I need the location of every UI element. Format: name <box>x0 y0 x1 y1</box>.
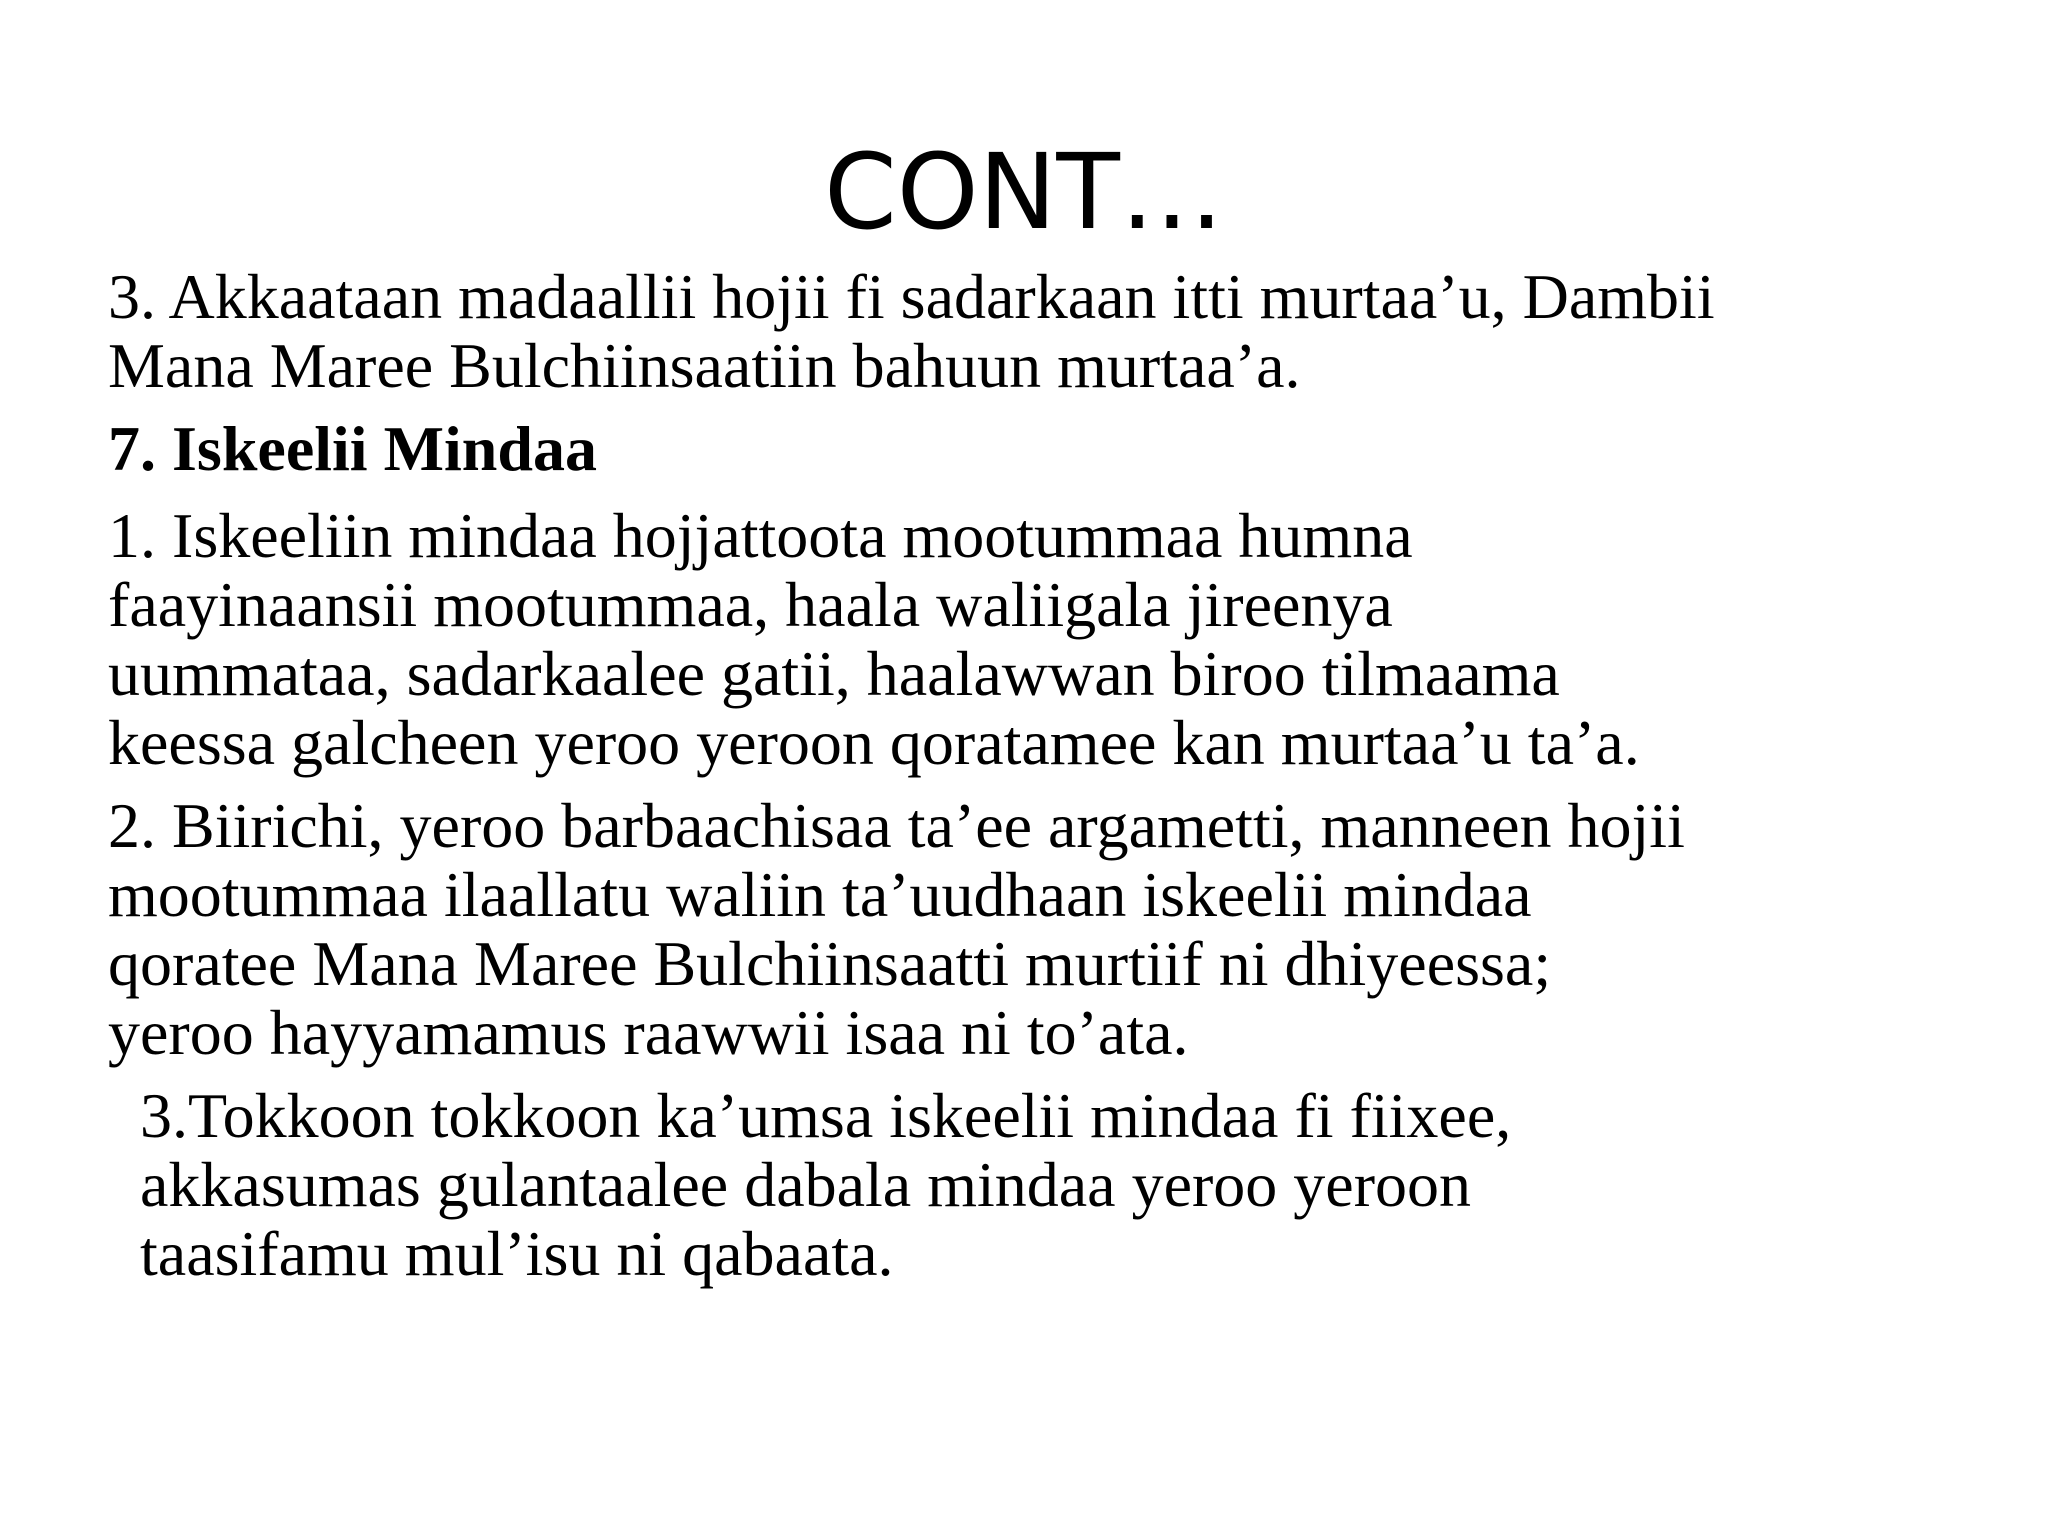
text-line: uummataa, sadarkaalee gatii, haalawwan biroo tilmaama <box>108 638 1560 709</box>
text-line: akkasumas gulantaalee dabala mindaa yeroo yeroon <box>140 1149 1471 1220</box>
paragraph-iskeelii-mindaa-2 <box>108 791 1968 1067</box>
text-line: 3. Akkaataan madaallii hojii fi sadarkaan itti murtaa’u, Dambii <box>108 261 1715 332</box>
slide-title: CONT… <box>824 131 1224 253</box>
text-line: taasifamu mul’isu ni qabaata. <box>140 1218 894 1289</box>
text-line: mootummaa ilaallatu waliin ta’uudhaan iskeelii mindaa <box>108 859 1532 930</box>
section-heading-text: 7. Iskeelii Mindaa <box>108 413 597 484</box>
text-line: faayinaansii mootummaa, haala waliigala jireenya <box>108 569 1393 640</box>
text-line: 3.Tokkoon tokkoon ka’umsa iskeelii mindaa fi fiixee, <box>140 1080 1512 1151</box>
slide-body <box>108 262 1968 1302</box>
section-heading <box>108 414 1968 483</box>
paragraph-iskeelii-mindaa-3 <box>108 1081 1968 1288</box>
paragraph-iskeelii-mindaa-1 <box>108 501 1968 777</box>
text-line: yeroo hayyamamus raawwii isaa ni to’ata. <box>108 997 1189 1068</box>
text-line: 2. Biirichi, yeroo barbaachisaa ta’ee argametti, manneen hojii <box>108 790 1685 861</box>
text-line: Mana Maree Bulchiinsaatiin bahuun murtaa’a. <box>108 330 1301 401</box>
text-line: qoratee Mana Maree Bulchiinsaatti murtiif ni dhiyeessa; <box>108 928 1552 999</box>
text-line: keessa galcheen yeroo yeroon qoratamee kan murtaa’u ta’a. <box>108 707 1640 778</box>
paragraph-dambii-madaallii <box>108 262 1968 400</box>
text-line: 1. Iskeeliin mindaa hojjattoota mootummaa humna <box>108 500 1413 571</box>
